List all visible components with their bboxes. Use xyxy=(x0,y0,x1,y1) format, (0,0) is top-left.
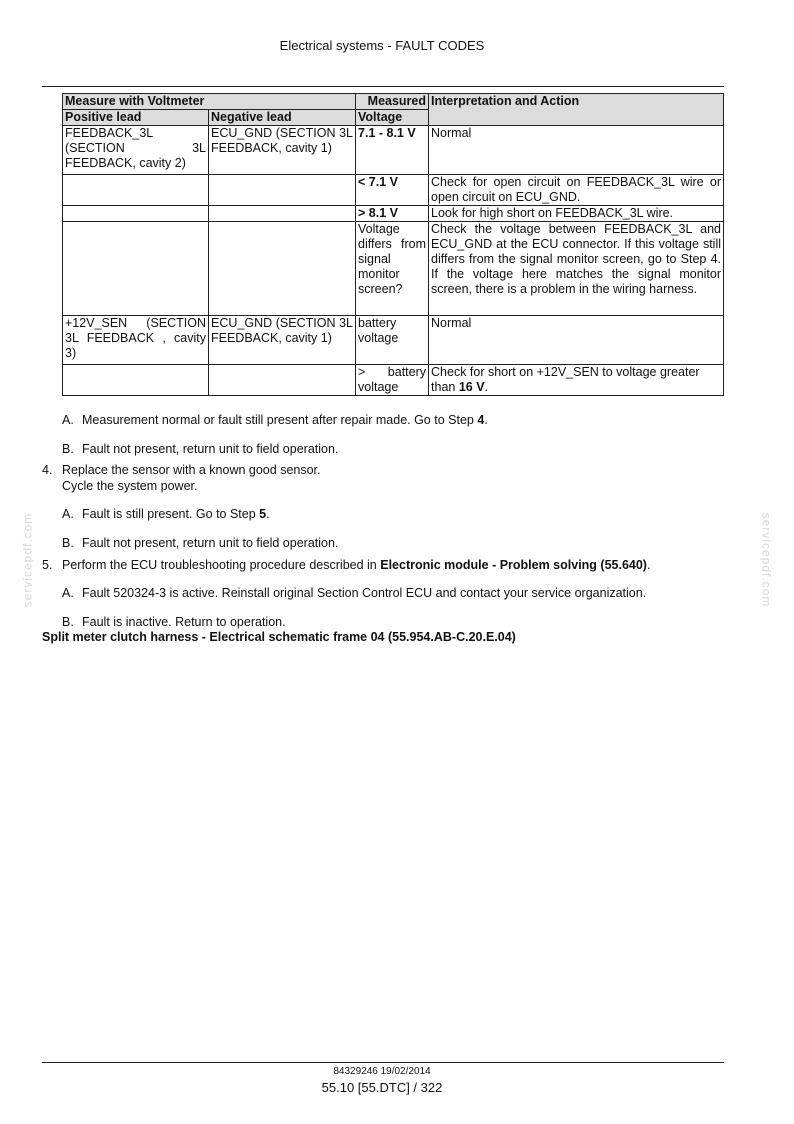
substep-text-end: . xyxy=(266,507,270,521)
voltage-measurement-table xyxy=(62,93,724,396)
step-text: Perform the ECU troubleshooting procedure described in xyxy=(62,558,381,572)
voltage-cell: > battery voltage xyxy=(356,365,429,396)
substep-text-end: . xyxy=(484,413,488,427)
negative-lead-cell xyxy=(209,175,356,206)
action-text: Check for short on +12V_SEN to voltage greater than xyxy=(431,365,700,394)
substep-text: Fault not present, return unit to field operation. xyxy=(82,536,339,550)
positive-lead-cell xyxy=(63,175,209,206)
action-cell: Check for open circuit on FEEDBACK_3L wire or open circuit on ECU_GND. xyxy=(429,175,724,206)
table-row xyxy=(63,316,724,365)
positive-lead-cell xyxy=(63,206,209,222)
table-row xyxy=(63,206,724,222)
voltage-cell: 7.1 - 8.1 V xyxy=(356,126,429,175)
action-cell: Look for high short on FEEDBACK_3L wire. xyxy=(429,206,724,222)
header-voltage: Voltage xyxy=(356,110,429,126)
watermark-left: servicepdf.com xyxy=(20,512,35,608)
substep-text: Fault is still present. Go to Step xyxy=(82,507,260,521)
substep-text: Measurement normal or fault still present after repair made. Go to Step xyxy=(82,413,478,427)
document-code: 84329246 19/02/2014 xyxy=(333,1066,431,1077)
action-cell xyxy=(429,365,724,396)
voltage-cell: Voltage differs from signal monitor screen? xyxy=(356,222,429,316)
header-negative-lead: Negative lead xyxy=(209,110,356,126)
negative-lead-cell: ECU_GND (SECTION 3L FEEDBACK, cavity 1) xyxy=(209,316,356,365)
substep-letter: B. xyxy=(62,442,74,456)
table-row xyxy=(63,175,724,206)
negative-lead-cell xyxy=(209,222,356,316)
running-header: Electrical systems - FAULT CODES xyxy=(279,38,485,53)
step-text-end: . xyxy=(646,558,651,572)
step-reference[interactable]: 5 xyxy=(259,507,267,521)
header-measure-with-voltmeter: Measure with Voltmeter xyxy=(63,94,356,110)
action-cell: Normal xyxy=(429,316,724,365)
footer-divider xyxy=(42,1062,724,1063)
step-number: 5. xyxy=(42,558,53,572)
action-emphasis: 16 V xyxy=(458,380,485,394)
header-measured: Measured xyxy=(356,94,429,110)
negative-lead-cell xyxy=(209,365,356,396)
table-header-row xyxy=(63,94,724,110)
step-text: Replace the sensor with a known good sensor. xyxy=(62,463,321,477)
substep-letter: A. xyxy=(62,413,74,427)
table-row xyxy=(63,126,724,175)
substep-text: Fault 520324-3 is active. Reinstall original Section Control ECU and contact your service organization. xyxy=(82,586,647,600)
watermark-right: servicepdf.com xyxy=(759,512,774,608)
header-interpretation: Interpretation and Action xyxy=(429,94,724,126)
substep-letter: B. xyxy=(62,615,74,629)
header-divider xyxy=(42,86,724,87)
positive-lead-cell xyxy=(63,222,209,316)
negative-lead-cell xyxy=(209,206,356,222)
step-number: 4. xyxy=(42,463,53,477)
positive-lead-cell xyxy=(63,365,209,396)
page-number: 55.10 [55.DTC] / 322 xyxy=(321,1080,443,1095)
voltage-cell: < 7.1 V xyxy=(356,175,429,206)
table-row xyxy=(63,222,724,316)
substep-text: Fault is inactive. Return to operation. xyxy=(82,615,286,629)
negative-lead-cell: ECU_GND (SECTION 3L FEEDBACK, cavity 1) xyxy=(209,126,356,175)
substep-letter: A. xyxy=(62,586,74,600)
substep-text: Fault not present, return unit to field operation. xyxy=(82,442,339,456)
header-positive-lead: Positive lead xyxy=(63,110,209,126)
step-text-continued: Cycle the system power. xyxy=(62,479,198,493)
procedure-reference-link[interactable]: Electronic module - Problem solving (55.640) xyxy=(380,558,647,572)
positive-lead-cell: +12V_SEN (SECTION 3L FEEDBACK , cavity 3) xyxy=(63,316,209,365)
positive-lead-cell: FEEDBACK_3L (SECTION 3L FEEDBACK, cavity 2) xyxy=(63,126,209,175)
section-heading: Split meter clutch harness - Electrical schematic frame 04 (55.954.AB-C.20.E.04) xyxy=(42,630,516,644)
table-row xyxy=(63,365,724,396)
substep-letter: B. xyxy=(62,536,74,550)
voltage-cell: > 8.1 V xyxy=(356,206,429,222)
voltage-cell: battery voltage xyxy=(356,316,429,365)
step-reference[interactable]: 4 xyxy=(477,413,485,427)
action-cell: Normal xyxy=(429,126,724,175)
substep-letter: A. xyxy=(62,507,74,521)
action-cell: Check the voltage between FEEDBACK_3L and ECU_GND at the ECU connector. If this voltage still differs from the signal monitor screen, go to Step 4. If the voltage here matches the signal monitor screen, there is a problem in the wiring harness. xyxy=(429,222,724,316)
action-text-end: . xyxy=(484,380,489,394)
